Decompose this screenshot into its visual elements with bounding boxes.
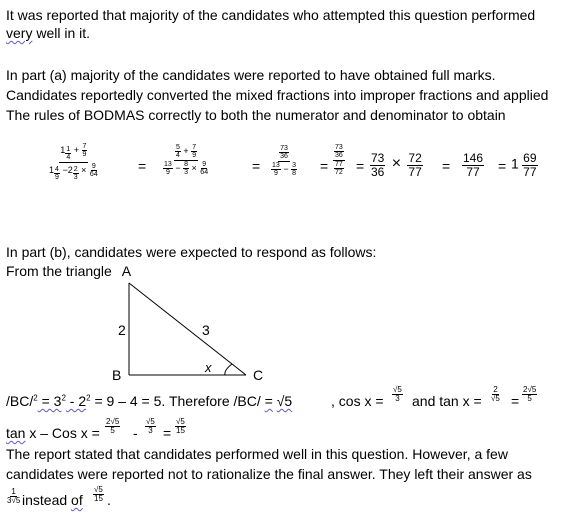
label-hypotenuse: 3 [202, 322, 210, 338]
eq-sign-4: = [356, 158, 365, 174]
diff-minus: - [133, 425, 138, 441]
para3-line1: The report stated that candidates performed well in this question. However, a few [6, 446, 508, 462]
partb-line1: In part (b), candidates were expected to respond as follows: [6, 244, 377, 260]
label-angle-x: x [205, 360, 212, 375]
diff-eq: = [163, 425, 172, 441]
angle-arc [225, 364, 232, 375]
eq-expr-4: $\frac{\frac{73}{36}}{\frac{77}{72}}$ [335, 144, 343, 177]
bc-line: $/BC/^2 = 3^2 - 2^2 = 9 - 4 = 5$. Therefore /BC/ = √5 [6, 393, 293, 409]
answer-fraction: $\frac{1}{3√5}$ [7, 487, 21, 506]
eq-sign-5: = [442, 158, 451, 174]
label-vertex-b: B [112, 367, 122, 383]
tan-fraction-2: $\frac{2√5}{5}$ [523, 385, 537, 404]
cos-fraction: $\frac{√5}{3}$ [393, 385, 402, 404]
final-period: . [107, 492, 111, 508]
eq-sign-3: = [320, 158, 329, 174]
eq-expr-7: 1 $\frac{69}{77}$ [511, 151, 537, 179]
eq-expr-1: 1 $\frac{1}{4}$ + $\frac{7}{9}$ 1 $\frac{4}{9}$ −2 $\frac{2}{3}$ × $\frac{9}{64}$ [49, 143, 98, 182]
spell-flag-very[interactable]: very [6, 25, 33, 41]
para3-instead: instead of [22, 492, 83, 508]
diff-line: tan x – Cos x = [6, 425, 100, 441]
eq-expr-5: $\frac{73}{36}$ × $\frac{72}{77}$ [371, 151, 422, 179]
eq-expr-3: $\frac{73}{36}$ $\frac{13}{9}$ − $\frac{3}{8}$ [272, 145, 296, 178]
label-side-ab: 2 [118, 322, 126, 338]
eq-expr-2: $\frac{5}{4}$ + $\frac{7}{9}$ $\frac{13}{9}$ − $\frac{8}{3}$ × $\frac{9}{64}$ [164, 144, 209, 177]
partb-line2: From the triangle A [6, 263, 132, 279]
eq-expr-6: $\frac{146}{77}$ [463, 151, 484, 179]
final-fraction: $\frac{√5}{15}$ [94, 485, 103, 504]
para1-line1: It was reported that majority of the candidates who attempted this question performed [6, 7, 536, 23]
para2-line3: The rules of BODMAS correctly to both the numerator and denominator to obtain [6, 107, 506, 123]
triangle-hypotenuse [129, 283, 246, 375]
para1-line2: very well in it. [6, 25, 91, 41]
tan-fraction: $\frac{2}{√5}$ [491, 385, 500, 404]
tan-text: and tan x = [412, 393, 482, 409]
eq-sign-1: = [138, 158, 147, 174]
para2-line1: In part (a) majority of the candidates were reported to have obtained full marks. [6, 67, 496, 83]
eq-sign-2: = [252, 158, 261, 174]
tan-eq: = [511, 393, 520, 409]
eq-sign-6: = [498, 158, 507, 174]
diff-fraction-2: $\frac{√5}{3}$ [146, 417, 155, 436]
diff-fraction-3: $\frac{√5}{15}$ [176, 417, 185, 436]
para3-line2: candidates were reported not to rationalize the final answer. They left their answer as [6, 466, 532, 482]
cos-text: , cos x = [331, 393, 384, 409]
triangle-diagram [110, 280, 270, 385]
label-vertex-c: C [253, 367, 264, 383]
para2-line2: Candidates reportedly converted the mixed fractions into improper fractions and applied [6, 87, 549, 103]
diff-fraction-1: $\frac{2√5}{5}$ [106, 417, 120, 436]
